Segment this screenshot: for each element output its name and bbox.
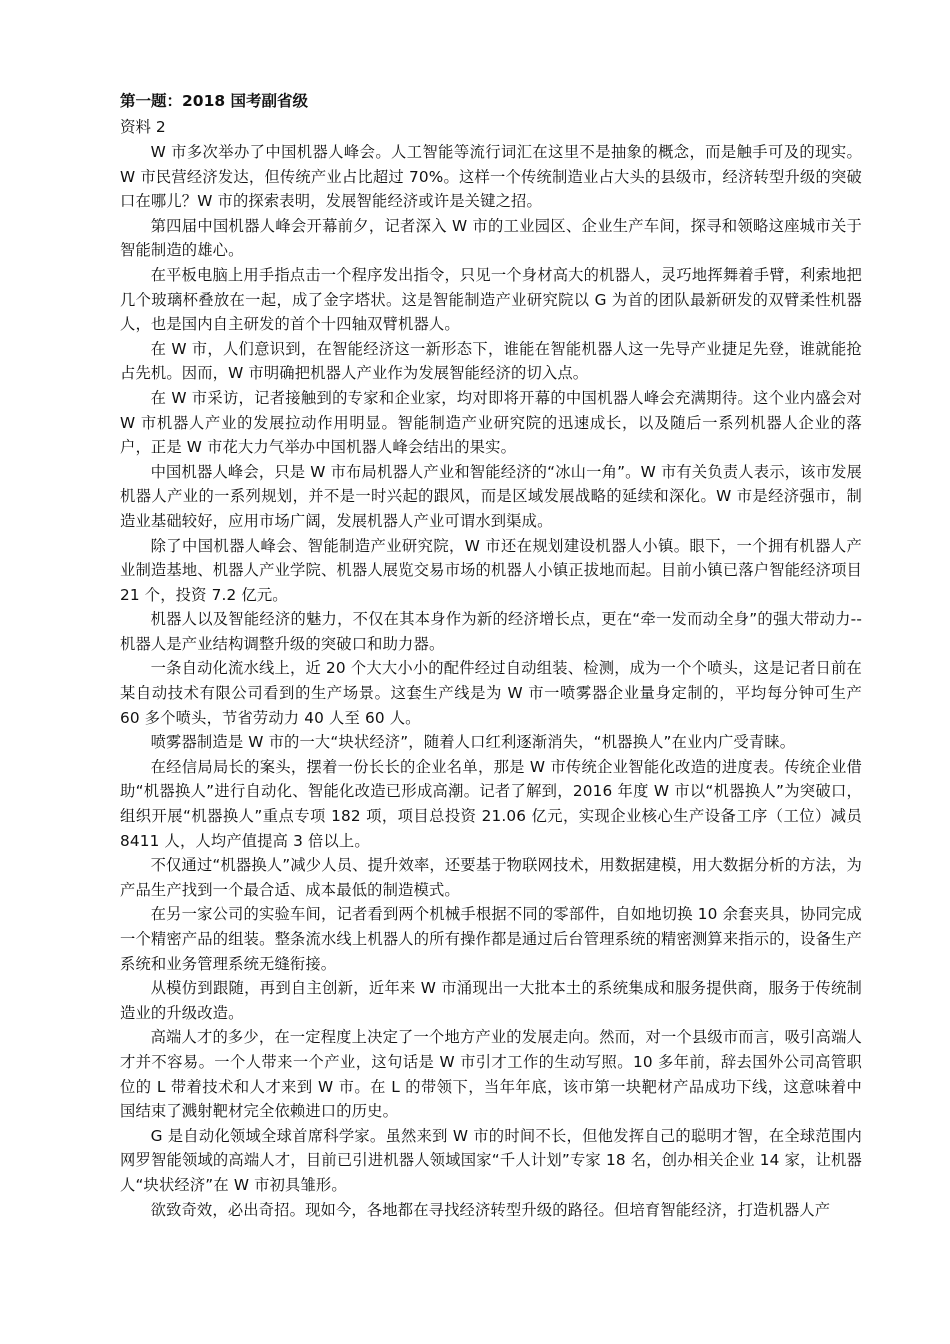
paragraph: 在平板电脑上用手指点击一个程序发出指令，只见一个身材高大的机器人，灵巧地挥舞着手臂，利索地把几个玻璃杯叠放在一起，成了金字塔状。这是智能制造产业研究院以 G 为首的团队最新研发的双臂柔性机器人，也是国内自主研发的首个十四轴双臂机器人。 <box>120 265 862 334</box>
paragraph: 不仅通过“机器换人”减少人员、提升效率，还要基于物联网技术，用数据建模，用大数据分析的方法，为产品生产找到一个最合适、成本最低的制造模式。 <box>120 856 862 899</box>
document-page <box>120 88 862 1222</box>
paragraph: 机器人以及智能经济的魅力，不仅在其本身作为新的经济增长点，更在“牵一发而动全身”的强大带动力--机器人是产业结构调整升级的突破口和助力器。 <box>120 610 862 653</box>
paragraph: 中国机器人峰会，只是 W 市布局机器人产业和智能经济的“冰山一角”。W 市有关负责人表示，该市发展机器人产业的一系列规划，并不是一时兴起的跟风，而是区域发展战略的延续和深化。W 市是经济强市，制造业基础较好，应用市场广阔，发展机器人产业可谓水到渠成。 <box>120 462 862 530</box>
paragraph: 欲致奇效，必出奇招。现如今，各地都在寻找经济转型升级的路径。但培育智能经济，打造机器人产 <box>150 1200 831 1219</box>
paragraph: 在 W 市，人们意识到，在智能经济这一新形态下，谁能在智能机器人这一先导产业捷足先登，谁就能抢占先机。因而，W 市明确把机器人产业作为发展智能经济的切入点。 <box>120 339 862 383</box>
paragraph: 在另一家公司的实验车间，记者看到两个机械手根据不同的零部件，自如地切换 10 余套夹具，协同完成一个精密产品的组装。整条流水线上机器人的所有操作都是通过后台管理系统的精密测算来指示的，设备生产系统和业务管理系统无缝衔接。 <box>120 905 862 973</box>
paragraph: 喷雾器制造是 W 市的一大“块状经济”，随着人口红利逐渐消失，“机器换人”在业内广受青睐。 <box>150 733 796 752</box>
document-title: 第一题：2018 国考副省级 <box>120 92 309 110</box>
paragraph: W 市多次举办了中国机器人峰会。人工智能等流行词汇在这里不是抽象的概念，而是触手可及的现实。W 市民营经济发达，但传统产业占比超过 70%。这样一个传统制造业占大头的县级市，经济转型升级的突破口在哪儿？W 市的探索表明，发展智能经济或许是关键之招。 <box>120 143 862 211</box>
paragraph: 高端人才的多少，在一定程度上决定了一个地方产业的发展走向。然而，对一个县级市而言，吸引高端人才并不容易。一个人带来一个产业，这句话是 W 市引才工作的生动写照。10 多年前，辞去国外公司高管职位的 L 带着技术和人才来到 W 市。在 L 的带领下，当年年底，该市第一块靶材产品成功下线，这意味着中国结束了溅射靶材完全依赖进口的历史。 <box>120 1028 862 1121</box>
paragraph: 在经信局局长的案头，摆着一份长长的企业名单，那是 W 市传统企业智能化改造的进度表。传统企业借助“机器换人”进行自动化、智能化改造已形成高潮。记者了解到，2016 年度 W 市以“机器换人”为突破口，组织开展“机器换人”重点专项 182 项，项目总投资 21.06 亿元，实现企业核心生产设备工序（工位）减员 8411 人，人均产值提高 3 倍以上。 <box>120 757 862 850</box>
paragraph: 在 W 市采访，记者接触到的专家和企业家，均对即将开幕的中国机器人峰会充满期待。这个业内盛会对 W 市机器人产业的发展拉动作用明显。智能制造产业研究院的迅速成长，以及随后一系列机器人企业的落户，正是 W 市花大力气举办中国机器人峰会结出的果实。 <box>120 388 862 457</box>
paragraph: G 是自动化领域全球首席科学家。虽然来到 W 市的时间不长，但他发挥自己的聪明才智，在全球范围内网罗智能领域的高端人才，目前已引进机器人领域国家“千人计划”专家 18 名，创办相关企业 14 家，让机器人“块状经济”在 W 市初具雏形。 <box>120 1126 862 1194</box>
paragraph: 一条自动化流水线上，近 20 个大大小小的配件经过自动组装、检测，成为一个个喷头，这是记者日前在某自动技术有限公司看到的生产场景。这套生产线是为 W 市一喷雾器企业量身定制的，平均每分钟可生产 60 多个喷头，节省劳动力 40 人至 60 人。 <box>120 659 862 727</box>
paragraph: 从模仿到跟随，再到自主创新，近年来 W 市涌现出一大批本土的系统集成和服务提供商，服务于传统制造业的升级改造。 <box>120 979 862 1022</box>
paragraph: 除了中国机器人峰会、智能制造产业研究院，W 市还在规划建设机器人小镇。眼下，一个拥有机器人产业制造基地、机器人产业学院、机器人展览交易市场的机器人小镇正拔地而起。目前小镇已落户智能经济项目 21 个，投资 7.2 亿元。 <box>120 536 862 604</box>
paragraph: 第四届中国机器人峰会开幕前夕，记者深入 W 市的工业园区、企业生产车间，探寻和领略这座城市关于智能制造的雄心。 <box>120 216 862 260</box>
material-label: 资料 2 <box>120 118 166 136</box>
